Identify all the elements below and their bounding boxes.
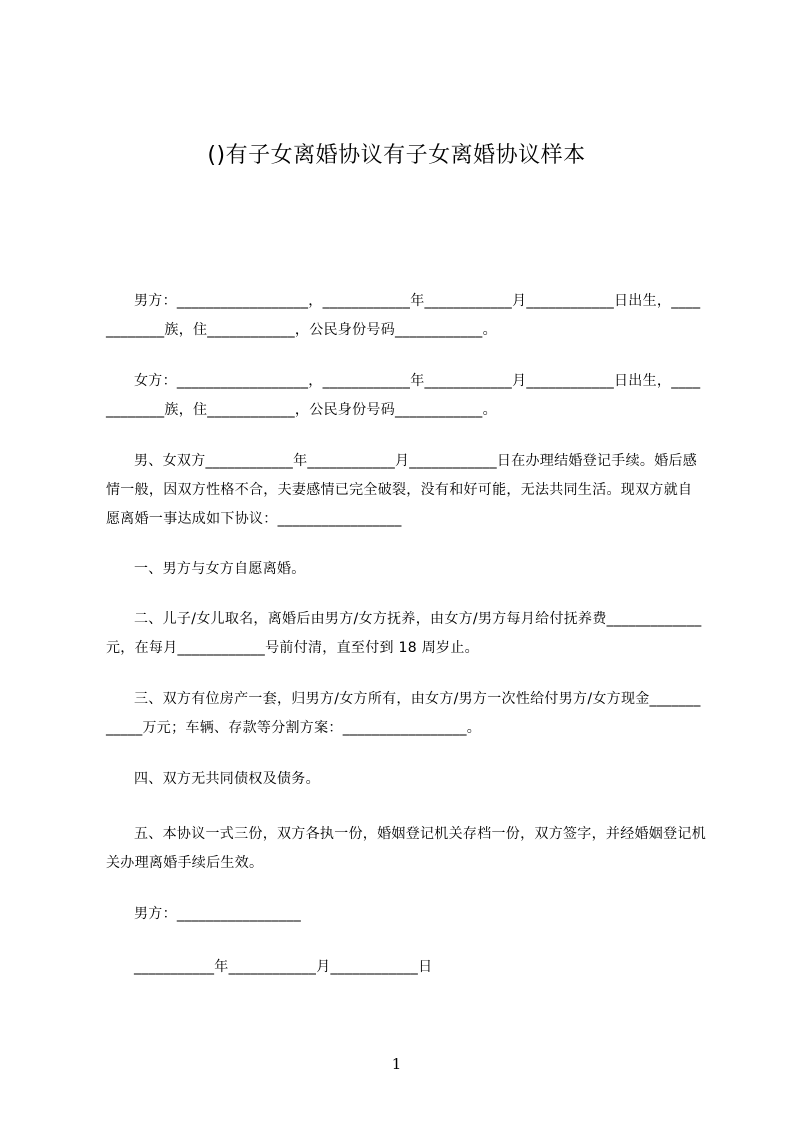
paragraph-woman-info: 女方：__________________，____________年____________月____________日出生，____________族，住____________，公民身份号码____________。 [106, 373, 701, 418]
paragraph-clause-four: 四、双方无共同债权及债务。 [134, 771, 320, 787]
paragraph-man-info: 男方：__________________，____________年____________月____________日出生，____________族，住____________，公民身份号码____________。 [106, 293, 701, 338]
signature-man: 男方：_________________ [134, 906, 301, 922]
paragraph-marriage-background: 男、女双方____________年____________月____________日在办理结婚登记手续。婚后感情一般，因双方性格不合，夫妻感情已完全破裂，没有和好可能，无法共同生活。现双方就自愿离婚一事达成如下协议：_________________ [106, 453, 698, 527]
paragraph-clause-one: 一、男方与女方自愿离婚。 [134, 561, 306, 577]
paragraph-clause-two: 二、儿子/女儿取名，离婚后由男方/女方抚养，由女方/男方每月给付抚养费_____________元，在每月____________号前付清，直至付到 18 周岁止。 [106, 611, 702, 656]
signature-date: ___________年____________月____________日 [134, 959, 433, 975]
document-title: ()有子女离婚协议有子女离婚协议样本 [207, 143, 586, 168]
page-number: 1 [391, 1055, 402, 1073]
paragraph-clause-three: 三、双方有位房产一套，归男方/女方所有，由女方/男方一次性给付男方/女方现金____________万元；车辆、存款等分割方案：_________________。 [106, 691, 701, 736]
paragraph-clause-five: 五、本协议一式三份，双方各执一份，婚姻登记机关存档一份，双方签字，并经婚姻登记机关办理离婚手续后生效。 [106, 826, 706, 871]
